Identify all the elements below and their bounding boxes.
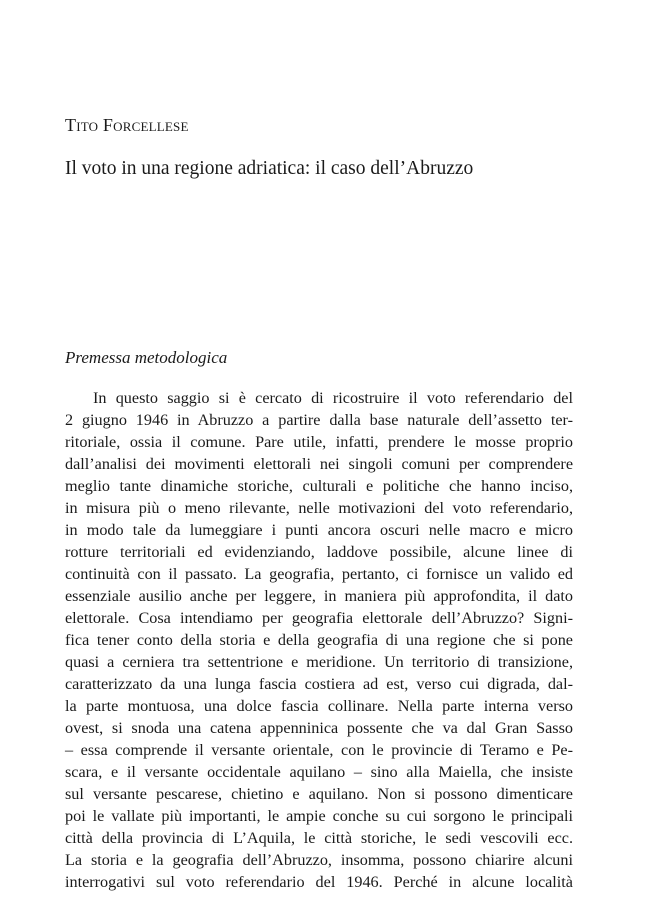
body-line: interrogativi sul voto referendario del 1946. Perché in alcune località: [65, 873, 573, 891]
body-line: in misura più o meno rilevante, nelle motivazioni del voto referendario,: [65, 499, 573, 517]
body-line: meglio tante dinamiche storiche, culturali e politiche che hanno inciso,: [65, 477, 573, 495]
body-paragraph: [65, 387, 573, 893]
body-line: poi le vallate più importanti, le ampie conche su cui sorgono le principali: [65, 807, 573, 825]
body-line: ritoriale, ossia il comune. Pare utile, infatti, prendere le mosse proprio: [65, 433, 573, 451]
body-line: la parte montuosa, una dolce fascia collinare. Nella parte interna verso: [65, 697, 573, 715]
body-line: fica tener conto della storia e della geografia di una regione che si pone: [65, 631, 573, 649]
body-line: elettorale. Cosa intendiamo per geografia elettorale dell’Abruzzo? Signi-: [65, 609, 573, 627]
body-line: caratterizzato da una lunga fascia costiera ad est, verso cui digrada, dal-: [65, 675, 573, 693]
body-line: sul versante pescarese, chietino e aquilano. Non si possono dimenticare: [65, 785, 573, 803]
body-line: 2 giugno 1946 in Abruzzo a partire dalla base naturale dell’assetto ter-: [65, 411, 573, 429]
body-line: La storia e la geografia dell’Abruzzo, insomma, possono chiarire alcuni: [65, 851, 573, 869]
section-heading: Premessa metodologica: [65, 348, 228, 367]
body-line: In questo saggio si è cercato di ricostruire il voto referendario del: [93, 389, 573, 407]
body-line: quasi a cerniera tra settentrione e meridione. Un territorio di transizione,: [65, 653, 573, 671]
body-line: ovest, si snoda una catena appenninica possente che va dal Gran Sasso: [65, 719, 573, 737]
body-line: in modo tale da lumeggiare i punti ancora oscuri nelle macro e micro: [65, 521, 573, 539]
body-line: dall’analisi dei movimenti elettorali nei singoli comuni per comprendere: [65, 455, 573, 473]
body-line: città della provincia di L’Aquila, le città storiche, le sedi vescovili ecc.: [65, 829, 573, 847]
body-line: essenziale ausilio anche per leggere, in maniera più approfondita, il dato: [65, 587, 573, 605]
body-line: scara, e il versante occidentale aquilano – sino alla Maiella, che insiste: [65, 763, 573, 781]
author-name: Tito Forcellese: [65, 115, 189, 135]
body-line: continuità con il passato. La geografia, pertanto, ci fornisce un valido ed: [65, 565, 573, 583]
body-line: rotture territoriali ed evidenziando, laddove possibile, alcune linee di: [65, 543, 573, 561]
chapter-title: Il voto in una regione adriatica: il caso dell’Abruzzo: [65, 158, 474, 179]
body-line: – essa comprende il versante orientale, con le provincie di Teramo e Pe-: [65, 741, 573, 759]
